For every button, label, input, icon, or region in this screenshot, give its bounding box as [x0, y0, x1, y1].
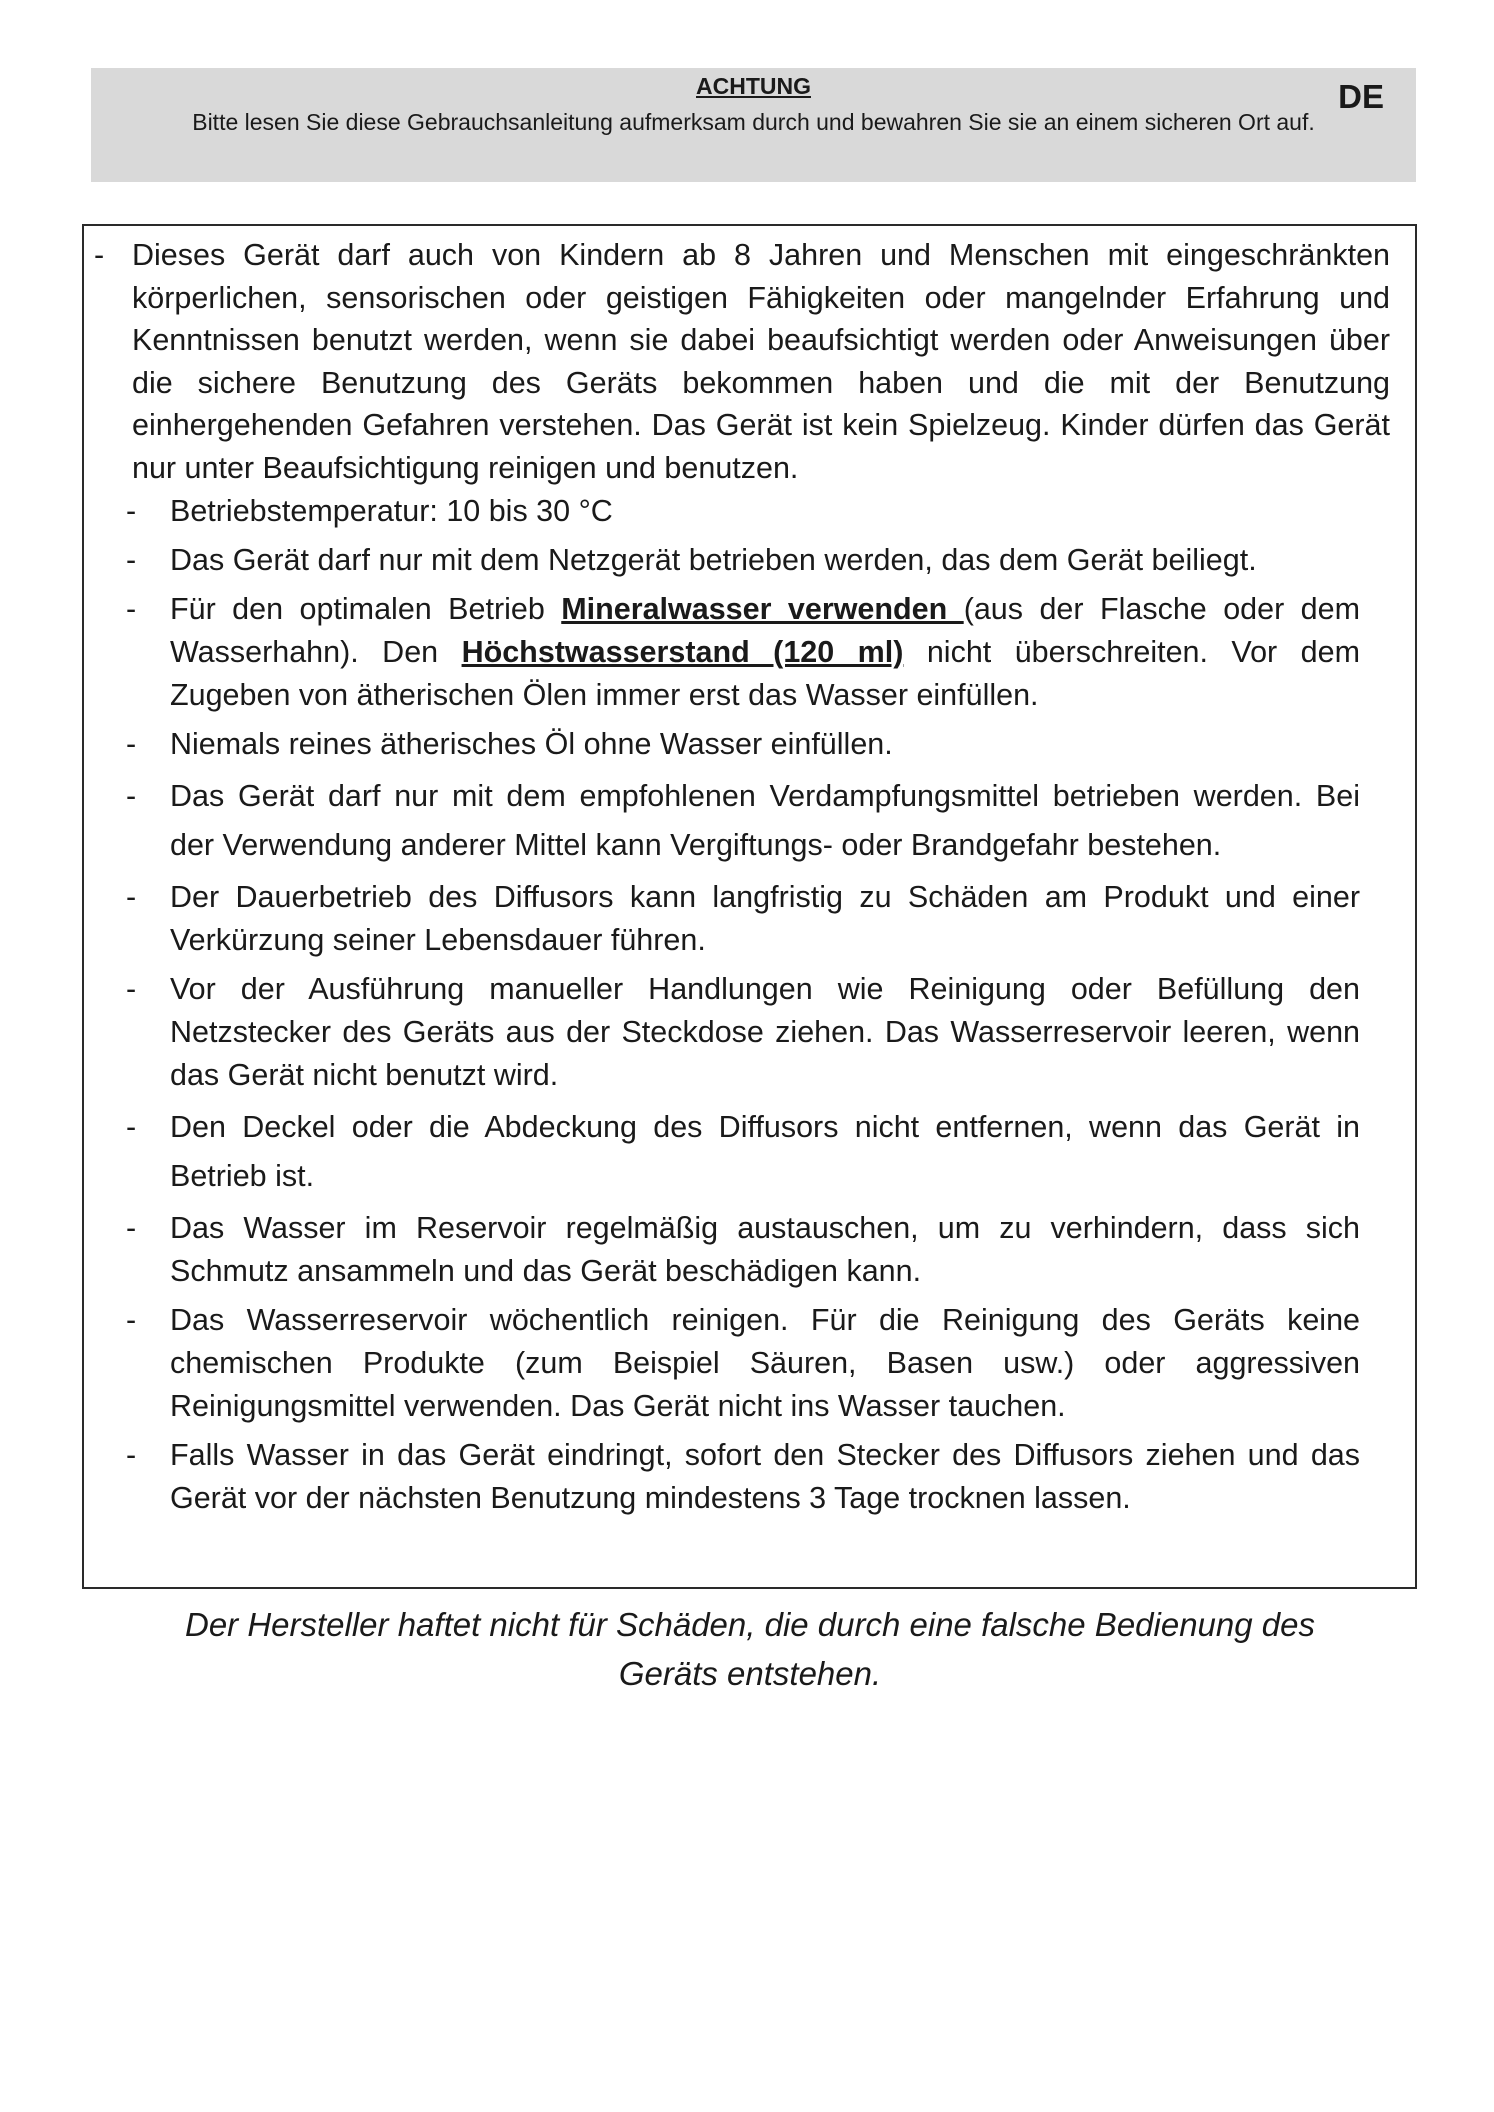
bullet-dash: -: [94, 238, 105, 272]
list-item-text: Betriebstemperatur: 10 bis 30 °C: [170, 494, 613, 528]
list-item-text: Das Gerät darf nur mit dem Netzgerät betrieben werden, das dem Gerät beiliegt.: [170, 543, 1257, 577]
list-item-children: [94, 234, 1390, 489]
warning-text: Bitte lesen Sie diese Gebrauchsanleitung aufmerksam durch und bewahren Sie sie an einem sicheren Ort auf.: [192, 109, 1315, 135]
bullet-dash: -: [126, 1110, 137, 1144]
safety-list: [126, 490, 1360, 1526]
bullet-dash: -: [126, 727, 137, 761]
emphasis-mineral-water: Mineralwasser verwenden: [561, 592, 964, 626]
emphasis-max-water-level: Höchstwasserstand (120 ml): [461, 635, 904, 669]
bullet-dash: -: [126, 592, 137, 626]
bullet-dash: -: [126, 1438, 137, 1472]
list-item-text: Falls Wasser in das Gerät eindringt, sofort den Stecker des Diffusors ziehen und das Gerät vor der nächsten Benutzung mindestens 3 Tage trocknen lassen.: [170, 1438, 1360, 1515]
list-item: [126, 876, 1360, 962]
list-item-text: Das Wasser im Reservoir regelmäßig austauschen, um zu verhindern, dass sich Schmutz ansammeln und das Gerät beschädigen kann.: [170, 1211, 1360, 1288]
bullet-dash: -: [126, 880, 137, 914]
list-item: [126, 490, 1360, 533]
list-item: [126, 723, 1360, 766]
warning-title: ACHTUNG: [696, 73, 811, 99]
list-item-text-part: (aus der Flasche oder dem Wasserhahn). Den: [170, 592, 1360, 669]
list-item-text: Dieses Gerät darf auch von Kindern ab 8 Jahren und Menschen mit eingeschränkten körperlichen, sensorischen oder geistigen Fähigkeiten oder mangelnder Erfahrung und Kenntnissen benutzt werden, wenn sie dabei beaufsichtigt werden oder Anweisungen über die sichere Benutzung des Geräts bekommen haben und die mit der Benutzung einhergehenden Gefahren verstehen. Das Gerät ist kein Spielzeug. Kinder dürfen das Gerät nur unter Beaufsichtigung reinigen und benutzen.: [132, 238, 1390, 485]
list-item-text: Niemals reines ätherisches Öl ohne Wasser einfüllen.: [170, 727, 893, 761]
list-item: [126, 1103, 1360, 1201]
list-item-text: Der Dauerbetrieb des Diffusors kann langfristig zu Schäden am Produkt und einer Verkürzung seiner Lebensdauer führen.: [170, 880, 1360, 957]
bullet-dash: -: [126, 779, 137, 813]
safety-box: [82, 224, 1417, 1589]
bullet-dash: -: [126, 1303, 137, 1337]
bullet-dash: -: [126, 494, 137, 528]
list-item: [126, 588, 1360, 717]
list-item-text: Das Gerät darf nur mit dem empfohlenen Verdampfungsmittel betrieben werden. Bei der Verwendung anderer Mittel kann Vergiftungs- oder Brandgefahr bestehen.: [170, 779, 1360, 862]
language-badge: DE: [1338, 78, 1384, 115]
list-item: [126, 772, 1360, 870]
list-item-text: Vor der Ausführung manueller Handlungen wie Reinigung oder Befüllung den Netzstecker des Geräts aus der Steckdose ziehen. Das Wasserreservoir leeren, wenn das Gerät nicht benutzt wird.: [170, 972, 1360, 1092]
list-item-text-part: nicht überschreiten. Vor dem Zugeben von ätherischen Ölen immer erst das Wasser einfüllen.: [170, 635, 1360, 712]
bullet-dash: -: [126, 1211, 137, 1245]
list-item: [126, 968, 1360, 1097]
list-item: [126, 1299, 1360, 1428]
disclaimer-text: Der Hersteller haftet nicht für Schäden, die durch eine falsche Bedienung des Geräts entstehen.: [184, 1606, 1315, 1692]
warning-header: [91, 68, 1416, 182]
bullet-dash: -: [126, 543, 137, 577]
list-item: [126, 1434, 1360, 1520]
bullet-dash: -: [126, 972, 137, 1006]
list-item: [126, 1207, 1360, 1293]
list-item-text: Den Deckel oder die Abdeckung des Diffusors nicht entfernen, wenn das Gerät in Betrieb ist.: [170, 1110, 1360, 1193]
list-item-text: Das Wasserreservoir wöchentlich reinigen. Für die Reinigung des Geräts keine chemischen Produkte (zum Beispiel Säuren, Basen usw.) oder aggressiven Reinigungsmittel verwenden. Das Gerät nicht ins Wasser tauchen.: [170, 1303, 1360, 1423]
list-item-text-part: Für den optimalen Betrieb: [170, 592, 562, 626]
list-item: [126, 539, 1360, 582]
